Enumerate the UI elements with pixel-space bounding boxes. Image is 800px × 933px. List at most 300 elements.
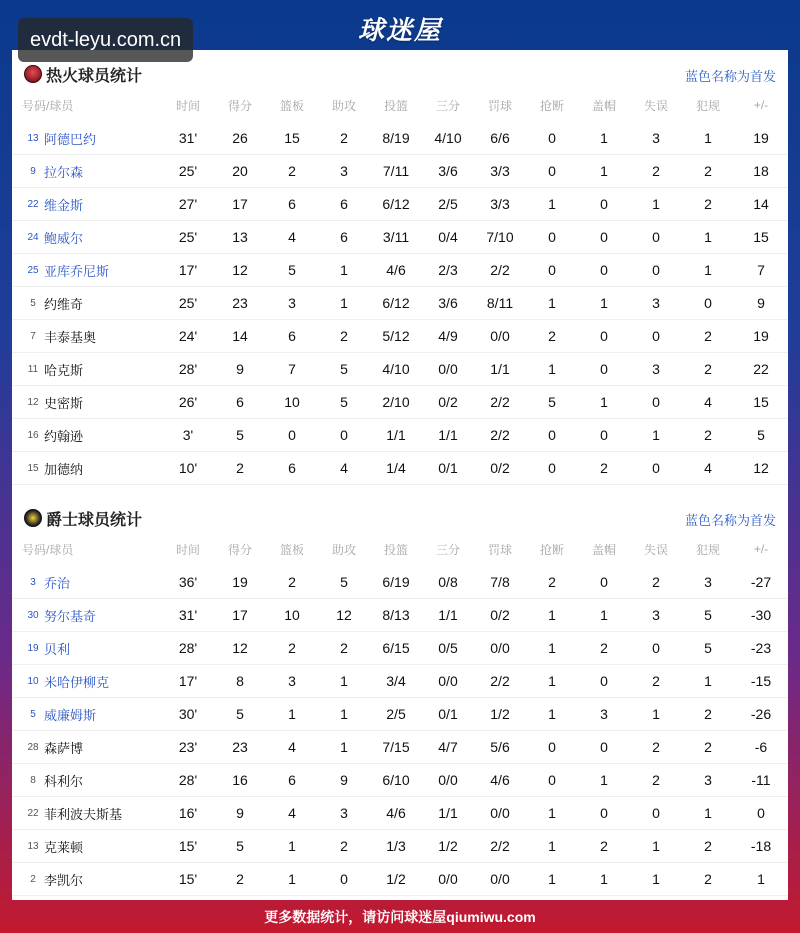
- player-name-link[interactable]: 克莱顿: [44, 839, 84, 855]
- stat-cell: 1/1: [438, 805, 458, 821]
- stat-cell: 4/6: [490, 772, 510, 788]
- stat-cell: 3/3: [490, 163, 510, 179]
- stat-cell: 0: [600, 574, 608, 590]
- stat-cell: 6: [288, 772, 296, 788]
- column-header: 得分: [227, 542, 252, 557]
- stat-cell: 2: [652, 673, 660, 689]
- stat-cell: 6: [288, 460, 296, 476]
- stat-cell: 2: [548, 574, 556, 590]
- stat-cell: 4/7: [438, 739, 458, 755]
- stat-cell: 1: [704, 229, 712, 245]
- jersey-number: 22: [27, 198, 39, 210]
- stat-cell: 2/5: [386, 706, 406, 722]
- stat-cell: 1: [600, 607, 608, 623]
- stat-cell: 4/10: [434, 130, 462, 146]
- column-header: 抢断: [539, 98, 564, 113]
- stat-cell: 18: [753, 163, 769, 179]
- stat-cell: 10: [284, 607, 300, 623]
- stat-cell: 2/2: [490, 838, 510, 854]
- player-name-link[interactable]: 阿德巴约: [44, 131, 97, 147]
- stat-cell: 12: [336, 607, 352, 623]
- stat-cell: 0/2: [490, 607, 510, 623]
- stat-cell: 3: [652, 130, 660, 146]
- stat-cell: 1: [652, 871, 660, 887]
- stat-cell: 14: [753, 196, 769, 212]
- stat-cell: 36': [178, 574, 198, 590]
- stat-cell: 1: [340, 739, 348, 755]
- player-name-link[interactable]: 哈克斯: [44, 362, 84, 378]
- stat-cell: 3/4: [386, 673, 406, 689]
- stat-cell: 19: [753, 130, 769, 146]
- stat-cell: 15': [178, 871, 198, 887]
- player-cell: [22, 764, 162, 796]
- stat-cell: 9: [757, 295, 765, 311]
- stat-cell: 0/0: [490, 805, 510, 821]
- stat-cell: 10': [178, 460, 198, 476]
- player-cell: [22, 221, 162, 253]
- stat-cell: 5: [340, 361, 348, 377]
- jersey-number: 9: [30, 165, 36, 177]
- player-cell: [22, 632, 162, 664]
- stat-cell: -23: [750, 640, 772, 656]
- stat-cell: 5: [704, 640, 712, 656]
- stat-cell: 1: [340, 673, 348, 689]
- stat-cell: 1: [600, 394, 608, 410]
- column-header: 篮板: [279, 98, 304, 113]
- stat-cell: 6: [236, 394, 244, 410]
- stat-cell: 20: [232, 163, 248, 179]
- stat-cell: 0: [652, 805, 660, 821]
- stat-cell: 12: [232, 262, 248, 278]
- team-stats-title: 爵士球员统计: [46, 512, 143, 529]
- stat-cell: 2/2: [490, 262, 510, 278]
- stat-cell: 6/6: [490, 130, 510, 146]
- stat-cell: 17': [178, 673, 198, 689]
- stat-cell: 5: [340, 394, 348, 410]
- stat-cell: 6/19: [382, 574, 410, 590]
- stat-cell: 0/2: [490, 460, 510, 476]
- stat-cell: 3/6: [438, 295, 458, 311]
- stat-cell: 0/2: [438, 394, 458, 410]
- column-header: 犯规: [695, 98, 720, 113]
- stat-cell: 3: [288, 673, 296, 689]
- player-row[interactable]: [12, 287, 788, 320]
- team-section-header: [12, 502, 788, 532]
- stat-cell: 0: [340, 871, 348, 887]
- stat-cell: 8: [236, 673, 244, 689]
- stat-cell: 0/0: [438, 772, 458, 788]
- stat-cell: 6: [288, 328, 296, 344]
- stat-cell: 3: [652, 361, 660, 377]
- stat-cell: 23: [232, 739, 248, 755]
- stat-cell: 7: [757, 262, 765, 278]
- stat-cell: 1: [652, 196, 660, 212]
- jersey-number: 25: [27, 264, 39, 276]
- stat-cell: 1: [600, 163, 608, 179]
- jersey-number: 28: [27, 741, 39, 753]
- player-name-link[interactable]: 维金斯: [44, 197, 84, 213]
- jersey-number: 11: [27, 363, 39, 375]
- stat-cell: 26: [232, 130, 248, 146]
- column-header: 盖帽: [591, 98, 616, 113]
- column-header: 犯规: [695, 542, 720, 557]
- stat-cell: 6: [340, 196, 348, 212]
- jersey-number: 3: [30, 576, 36, 588]
- column-header: 盖帽: [591, 542, 616, 557]
- stat-cell: 1: [600, 295, 608, 311]
- stat-cell: 4/9: [438, 328, 458, 344]
- jersey-number: 15: [27, 462, 39, 474]
- player-row[interactable]: [12, 665, 788, 698]
- stat-cell: 0: [600, 427, 608, 443]
- player-cell: [22, 665, 162, 697]
- stat-cell: 0: [652, 328, 660, 344]
- player-name-link[interactable]: 森萨博: [44, 740, 84, 756]
- player-row[interactable]: [12, 419, 788, 452]
- stat-cell: 2: [600, 838, 608, 854]
- player-cell: [22, 353, 162, 385]
- player-name-link[interactable]: 努尔基奇: [44, 608, 97, 624]
- stat-cell: 1/2: [386, 871, 406, 887]
- stat-cell: 6/12: [382, 196, 410, 212]
- watermark-overlay: evdt-leyu.com.cn: [18, 18, 193, 62]
- stat-cell: 5: [236, 838, 244, 854]
- stat-cell: 28': [178, 640, 198, 656]
- stat-cell: 0: [548, 130, 556, 146]
- stat-cell: 28': [178, 361, 198, 377]
- jersey-number: 2: [30, 873, 36, 885]
- player-cell: [22, 155, 162, 187]
- column-header: 号码/球员: [22, 542, 74, 557]
- column-header: +/-: [753, 542, 769, 556]
- stat-cell: 6/10: [382, 772, 410, 788]
- stat-cell: 2/2: [490, 394, 510, 410]
- stat-cell: 3: [340, 805, 348, 821]
- stat-cell: 0/0: [438, 673, 458, 689]
- stat-cell: 2: [652, 574, 660, 590]
- stat-cell: 0: [548, 262, 556, 278]
- stat-cell: 25': [178, 163, 198, 179]
- column-header: 投篮: [383, 542, 408, 557]
- stat-cell: 1: [704, 262, 712, 278]
- stat-cell: 31': [178, 130, 198, 146]
- stat-cell: 8/11: [486, 295, 514, 311]
- stat-cell: 0: [757, 805, 765, 821]
- stat-cell: 2: [652, 739, 660, 755]
- stat-cell: 12: [232, 640, 248, 656]
- stat-cell: 4: [340, 460, 348, 476]
- stat-cell: 24': [178, 328, 198, 344]
- player-cell: [22, 731, 162, 763]
- player-name-link[interactable]: 约维奇: [44, 296, 84, 312]
- stat-cell: 0/4: [438, 229, 458, 245]
- player-row[interactable]: [12, 155, 788, 188]
- stat-cell: 3': [182, 427, 194, 443]
- stat-cell: 2: [288, 574, 296, 590]
- player-name-link[interactable]: 拉尔森: [44, 164, 84, 180]
- stat-cell: 2: [340, 130, 348, 146]
- jersey-number: 5: [30, 297, 36, 309]
- stat-cell: 1/2: [438, 838, 458, 854]
- stat-cell: 2/3: [438, 262, 458, 278]
- stat-cell: 8/13: [382, 607, 410, 623]
- column-header: 助攻: [331, 98, 356, 113]
- column-header: 失误: [643, 542, 668, 557]
- stat-cell: 12: [753, 460, 769, 476]
- stat-cell: 4: [288, 739, 296, 755]
- stat-cell: 0: [704, 295, 712, 311]
- stat-cell: 0: [600, 262, 608, 278]
- stat-cell: 3/3: [490, 196, 510, 212]
- team-section-header: [12, 58, 788, 88]
- stat-cell: 0: [288, 427, 296, 443]
- stat-cell: 2/5: [438, 196, 458, 212]
- player-row[interactable]: [12, 599, 788, 632]
- stat-cell: 1/2: [490, 706, 510, 722]
- column-header: 投篮: [383, 98, 408, 113]
- stat-cell: 0: [600, 229, 608, 245]
- stat-cell: 7/15: [382, 739, 410, 755]
- player-row[interactable]: [12, 566, 788, 599]
- stat-cell: 0: [600, 196, 608, 212]
- stat-cell: 3/11: [382, 229, 410, 245]
- jersey-number: 12: [27, 396, 39, 408]
- column-header: 得分: [227, 98, 252, 113]
- jersey-number: 30: [27, 609, 39, 621]
- stat-cell: 5: [340, 574, 348, 590]
- player-cell: [22, 287, 162, 319]
- stat-cell: 3: [340, 163, 348, 179]
- stat-cell: 3: [704, 772, 712, 788]
- player-name-link[interactable]: 米哈伊柳克: [44, 674, 110, 690]
- stat-cell: 0/0: [438, 871, 458, 887]
- stat-cell: 1: [704, 673, 712, 689]
- stat-cell: 1: [600, 772, 608, 788]
- stat-cell: 7/10: [486, 229, 514, 245]
- player-row[interactable]: [12, 221, 788, 254]
- player-cell: [22, 797, 162, 829]
- stat-cell: -30: [750, 607, 772, 623]
- stat-cell: 17: [232, 196, 248, 212]
- player-name-link[interactable]: 科利尔: [44, 773, 84, 789]
- player-row[interactable]: [12, 353, 788, 386]
- stat-cell: 2: [340, 640, 348, 656]
- stat-cell: 0: [652, 394, 660, 410]
- stat-cell: 6/15: [382, 640, 410, 656]
- stat-cell: 4/6: [386, 805, 406, 821]
- stat-cell: 2: [704, 706, 712, 722]
- player-name-link[interactable]: 菲利波夫斯基: [44, 806, 123, 822]
- stat-cell: 2: [236, 871, 244, 887]
- stat-cell: 31': [178, 607, 198, 623]
- stat-cell: 1: [340, 262, 348, 278]
- stat-cell: 5/12: [382, 328, 410, 344]
- stat-cell: 2: [704, 739, 712, 755]
- player-row[interactable]: [12, 863, 788, 896]
- stat-cell: 1/1: [438, 607, 458, 623]
- column-header: 罚球: [487, 98, 512, 113]
- stat-cell: 1: [548, 607, 556, 623]
- stat-cell: 13: [232, 229, 248, 245]
- stat-cell: 0/8: [438, 574, 458, 590]
- stat-cell: 1: [548, 805, 556, 821]
- stat-cell: 1/3: [386, 838, 406, 854]
- stat-cell: 9: [340, 772, 348, 788]
- table-header-row: [12, 90, 788, 120]
- stat-cell: 2: [704, 361, 712, 377]
- player-row[interactable]: [12, 254, 788, 287]
- stat-cell: 19: [753, 328, 769, 344]
- jersey-number: 13: [27, 840, 39, 852]
- player-name-link[interactable]: 亚库乔尼斯: [44, 263, 110, 279]
- stat-cell: 2: [704, 163, 712, 179]
- stat-cell: 2: [236, 460, 244, 476]
- column-header: +/-: [753, 98, 769, 112]
- player-cell: [22, 452, 162, 484]
- stat-cell: 17': [178, 262, 198, 278]
- stat-cell: 3/6: [438, 163, 458, 179]
- stat-cell: 3: [652, 295, 660, 311]
- stat-cell: 30': [178, 706, 198, 722]
- stat-cell: 1/1: [386, 427, 406, 443]
- jersey-number: 7: [30, 330, 36, 342]
- stat-cell: 6: [340, 229, 348, 245]
- stat-cell: 0: [548, 229, 556, 245]
- table-header-row: [12, 534, 788, 564]
- stat-cell: 3: [288, 295, 296, 311]
- stat-cell: 1: [757, 871, 765, 887]
- stat-cell: 1: [704, 805, 712, 821]
- player-row[interactable]: [12, 320, 788, 353]
- player-name-link[interactable]: 丰泰基奥: [44, 329, 97, 345]
- stat-cell: 4: [288, 805, 296, 821]
- stat-cell: 1/1: [490, 361, 510, 377]
- jersey-number: 10: [27, 675, 39, 687]
- column-header: 号码/球员: [22, 98, 74, 113]
- stat-cell: 0: [548, 163, 556, 179]
- player-name-link[interactable]: 鲍威尔: [44, 230, 84, 246]
- column-header: 篮板: [279, 542, 304, 557]
- jersey-number: 5: [30, 708, 36, 720]
- player-name-link[interactable]: 加德纳: [44, 461, 84, 477]
- player-name-link[interactable]: 约翰逊: [44, 428, 84, 444]
- brand-logo: 球迷屋: [357, 15, 442, 45]
- stat-cell: -11: [751, 772, 771, 788]
- stat-cell: 0: [600, 673, 608, 689]
- stat-cell: 2: [704, 196, 712, 212]
- stat-cell: 1: [548, 673, 556, 689]
- stat-cell: 1/1: [438, 427, 458, 443]
- footer-link[interactable]: 更多数据统计，请访问球迷屋qiumiwu.com: [264, 908, 536, 925]
- stat-cell: 2/10: [382, 394, 410, 410]
- stat-cell: 0/1: [438, 706, 458, 722]
- stat-cell: 1: [340, 295, 348, 311]
- jazz-logo-icon: [24, 509, 42, 527]
- stat-cell: 0: [600, 361, 608, 377]
- stat-cell: -27: [750, 574, 772, 590]
- stat-cell: 25': [178, 229, 198, 245]
- stat-cell: 1: [600, 871, 608, 887]
- starter-legend-note: 蓝色名称为首发: [684, 513, 776, 528]
- player-name-link[interactable]: 李凯尔: [44, 872, 84, 888]
- stat-cell: 0: [652, 640, 660, 656]
- player-cell: [22, 830, 162, 862]
- column-header: 罚球: [487, 542, 512, 557]
- stat-cell: 0: [600, 328, 608, 344]
- stat-cell: 3: [652, 607, 660, 623]
- stat-cell: 0/0: [438, 361, 458, 377]
- player-row[interactable]: [12, 386, 788, 419]
- player-name-link[interactable]: 威廉姆斯: [44, 707, 97, 723]
- stat-cell: 5/6: [490, 739, 510, 755]
- stat-cell: 1/4: [386, 460, 406, 476]
- stat-cell: 5: [548, 394, 556, 410]
- stat-cell: 7: [288, 361, 296, 377]
- column-header: 时间: [175, 542, 200, 557]
- jersey-number: 24: [27, 231, 39, 243]
- stat-cell: 3: [704, 574, 712, 590]
- player-row[interactable]: [12, 731, 788, 764]
- stat-cell: 1: [288, 871, 296, 887]
- stat-cell: 1: [548, 706, 556, 722]
- jersey-number: 19: [27, 642, 39, 654]
- player-row[interactable]: [12, 797, 788, 830]
- stat-cell: 0/1: [438, 460, 458, 476]
- stat-cell: 26': [178, 394, 198, 410]
- player-cell: [22, 254, 162, 286]
- stat-cell: 9: [236, 361, 244, 377]
- player-name-link[interactable]: 贝利: [44, 641, 71, 657]
- stat-cell: 7/11: [382, 163, 410, 179]
- stat-cell: 6/12: [382, 295, 410, 311]
- stat-cell: 25': [178, 295, 198, 311]
- player-cell: [22, 122, 162, 154]
- stat-cell: 16': [178, 805, 198, 821]
- stat-cell: 1: [652, 838, 660, 854]
- stat-cell: 1: [704, 130, 712, 146]
- player-cell: [22, 419, 162, 451]
- column-header: 三分: [435, 98, 460, 113]
- stat-cell: 2: [652, 772, 660, 788]
- player-name-link[interactable]: 乔治: [44, 575, 71, 591]
- stat-cell: 0: [600, 805, 608, 821]
- player-row[interactable]: [12, 122, 788, 155]
- player-cell: [22, 863, 162, 895]
- stat-cell: 4: [704, 394, 712, 410]
- stat-cell: 0: [548, 739, 556, 755]
- player-row[interactable]: [12, 452, 788, 485]
- stat-cell: 0: [548, 460, 556, 476]
- column-header: 时间: [175, 98, 200, 113]
- stat-cell: 4: [704, 460, 712, 476]
- stat-cell: 2: [600, 460, 608, 476]
- stat-cell: 3: [600, 706, 608, 722]
- player-row[interactable]: [12, 632, 788, 665]
- stat-cell: 5: [288, 262, 296, 278]
- stat-cell: 0: [652, 229, 660, 245]
- stat-cell: 0/5: [438, 640, 458, 656]
- stat-cell: 1: [548, 640, 556, 656]
- stat-cell: 7/8: [490, 574, 510, 590]
- player-row[interactable]: [12, 698, 788, 731]
- player-name-link[interactable]: 史密斯: [44, 395, 84, 411]
- player-row[interactable]: [12, 764, 788, 797]
- stat-cell: 9: [236, 805, 244, 821]
- player-row[interactable]: [12, 830, 788, 863]
- stat-cell: 0: [340, 427, 348, 443]
- player-row[interactable]: [12, 188, 788, 221]
- stat-cell: 0: [652, 262, 660, 278]
